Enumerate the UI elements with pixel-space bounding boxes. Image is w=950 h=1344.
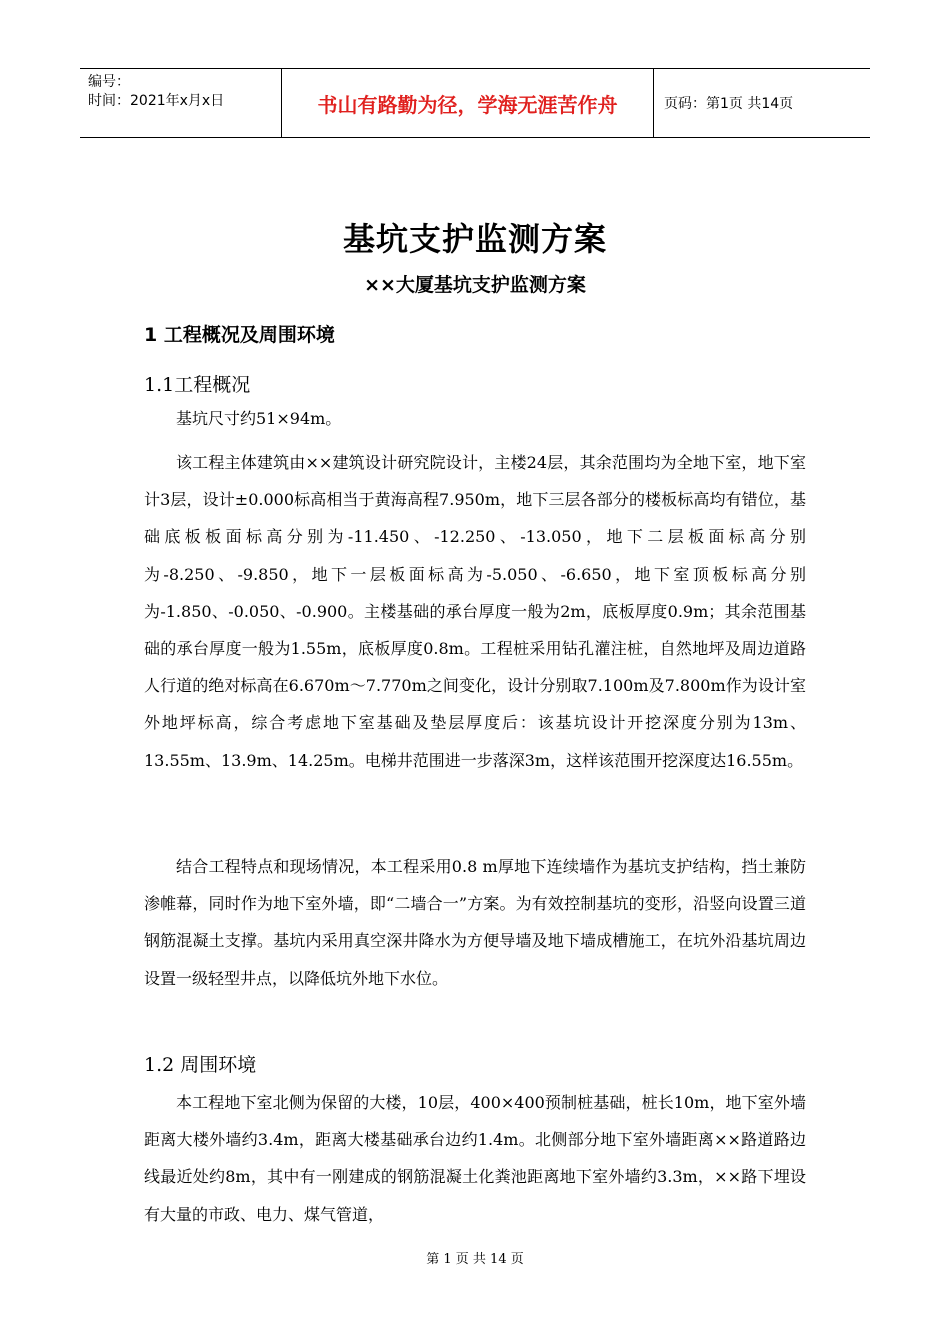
page-footer: 第 1 页 共 14 页: [426, 1252, 524, 1267]
paragraph-support-scheme: 结合工程特点和现场情况，本工程采用0.8 m厚地下连续墙作为基坑支护结构，挡土兼防渗帷幕，同时作为地下室外墙，即“二墙合一”方案。为有效控制基坑的变形，沿竖向设置三道钢筋混凝土支撑。基坑内采用真空深井降水为方便导墙及地下墙成槽施工，在坑外沿基坑周边设置一级轻型井点，以降低坑外地下水位。: [144, 857, 806, 988]
header-time-label: 时间：2021年x月x日: [88, 93, 225, 109]
document-header: [80, 68, 870, 138]
paragraph-surroundings: 本工程地下室北侧为保留的大楼，10层，400×400预制桩基础，桩长10m，地下室外墙距离大楼外墙约3.4m，距离大楼基础承台边约1.4m。北侧部分地下室外墙距离××路道路边线最近处约8m，其中有一刚建成的钢筋混凝土化粪池距离地下室外墙约3.3m，××路下埋设有大量的市政、电力、煤气管道，: [144, 1093, 806, 1224]
header-page-info: 页码：第1页 共14页: [664, 96, 794, 112]
section-1-2-heading: 1.2 周围环境: [144, 1054, 257, 1076]
header-meta: [80, 69, 282, 137]
document-subtitle: ××大厦基坑支护监测方案: [364, 274, 586, 296]
header-code-label: 编号：: [88, 74, 130, 90]
section-1-heading: 1 工程概况及周围环境: [144, 324, 335, 346]
paragraph-pit-size: 基坑尺寸约51×94m。: [176, 409, 342, 428]
section-1-1-heading: 1.1工程概况: [144, 374, 251, 396]
paragraph-project-overview: 该工程主体建筑由××建筑设计研究院设计，主楼24层，其余范围均为全地下室，地下室计3层，设计±0.000标高相当于黄海高程7.950m，地下三层各部分的楼板标高均有错位，基础底板板面标高分别为-11.450、-12.250、-13.050，地下二层板面标高分别为-8.250、-9.850，地下一层板面标高为-5.050、-6.650，地下室顶板标高分别为-1.850、-0.050、-0.900。主楼基础的承台厚度一般为2m，底板厚度0.9m；其余范围基础的承台厚度一般为1.55m，底板厚度0.8m。工程桩采用钻孔灌注桩，自然地坪及周边道路人行道的绝对标高在6.670m～7.770m之间变化，设计分别取7.100m及7.800m作为设计室外地坪标高，综合考虑地下室基础及垫层厚度后：该基坑设计开挖深度分别为13m、13.55m、13.9m、14.25m。电梯井范围进一步落深3m，这样该范围开挖深度达16.55m。: [144, 453, 806, 770]
header-motto: 书山有路勤为径，学海无涯苦作舟: [282, 69, 654, 137]
document-title: 基坑支护监测方案: [342, 220, 607, 258]
